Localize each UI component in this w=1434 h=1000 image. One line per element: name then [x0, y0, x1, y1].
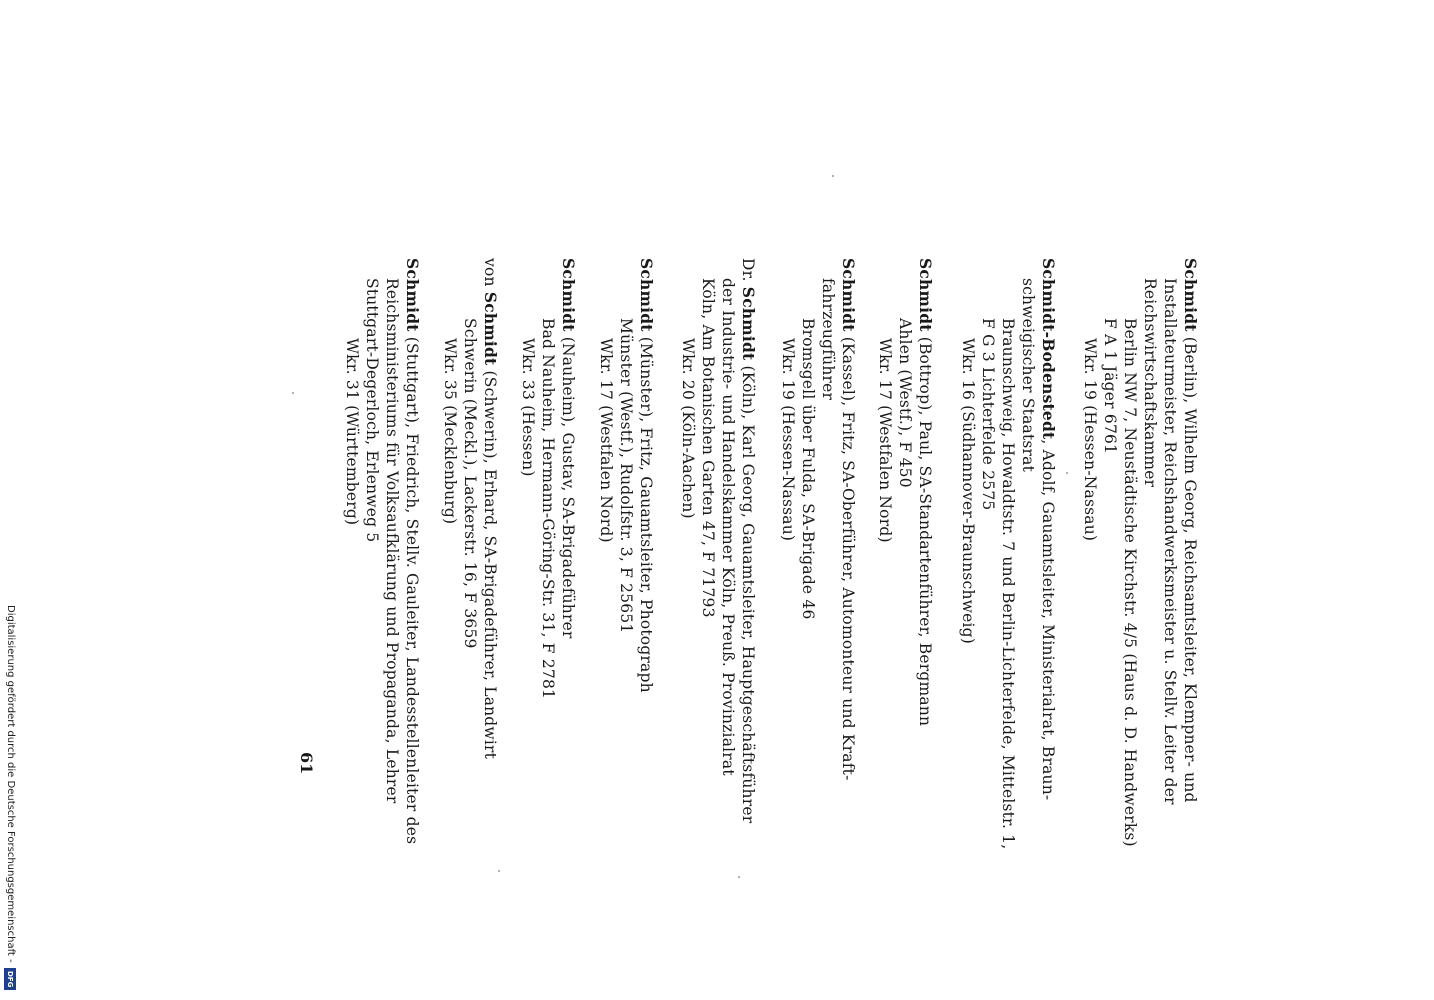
entry-line: schweigischer Staatsrat	[1019, 278, 1037, 473]
entry-line: Wkr. 17 (Westfalen Nord)	[597, 338, 615, 543]
entry-line: F A 1 Jäger 6761	[1101, 318, 1119, 455]
entry-line: F G 3 Lichterfelde 2575	[979, 318, 997, 511]
entry-line: Münster (Westf.), Rudolfstr. 3, F 25651	[617, 318, 635, 634]
entry-line: Berlin NW 7, Neustädtische Kirchstr. 4/5 (Haus d. D. Handwerks)	[1121, 318, 1139, 847]
dfg-logo: DFG	[4, 968, 16, 990]
entry-line: Wkr. 17 (Westfalen Nord)	[876, 338, 894, 543]
entry-line: Schmidt (Kassel), Fritz, SA-Oberführer, Automonteur und Kraft-	[839, 258, 858, 781]
entry-line: Schmidt (Nauheim), Gustav, SA-Brigadeführer	[559, 258, 578, 639]
entry-schmidt-schwerin	[440, 258, 500, 759]
entry-line: Schmidt (Berlin), Wilhelm Georg, Reichsamtsleiter, Klempner- und	[1181, 258, 1200, 803]
entry-line: Bromsgell über Fulda, SA-Brigade 46	[799, 318, 817, 620]
page-number: 61	[297, 752, 316, 775]
entry-line: Braunschweig, Howaldtstr. 7 und Berlin-Lichterfelde, Mittelstr. 1,	[999, 318, 1017, 850]
entry-line: fahrzeugführer	[819, 278, 837, 401]
entry-schmidt-bottrop	[875, 258, 935, 726]
entry-line: Wkr. 20 (Köln-Aachen)	[679, 338, 697, 519]
entry-line: Schmidt (Bottrop), Paul, SA-Standartenführer, Bergmann	[916, 258, 935, 727]
scan-speck	[292, 392, 294, 394]
entry-line: Schmidt (Münster), Fritz, Gauamtsleiter, Photograph	[637, 258, 656, 693]
entry-schmidt-berlin	[1080, 258, 1200, 847]
entry-line: Dr. Schmidt (Köln), Karl Georg, Gauamtsleiter, Hauptgeschäftsführer	[739, 258, 758, 824]
entry-line: der Industrie- und Handelskammer Köln, Preuß. Provinzialrat	[719, 278, 737, 776]
entry-line: Reichsministeriums für Volksaufklärung und Propaganda, Lehrer	[383, 278, 401, 804]
entry-schmidt-bodenstedt	[958, 258, 1058, 849]
entry-line: Wkr. 33 (Hessen)	[519, 338, 537, 477]
scan-speck	[832, 175, 834, 177]
scan-speck	[1066, 472, 1068, 474]
entry-surname: Schmidt	[637, 258, 656, 332]
entry-line: Bad Nauheim, Hermann-Göring-Str. 31, F 2781	[539, 318, 557, 700]
entry-surname: Schmidt	[481, 291, 500, 366]
entry-line: Wkr. 19 (Hessen-Nassau)	[1081, 338, 1099, 542]
entry-line: Schwerin (Meckl.), Lackerstr. 16, F 3659	[461, 318, 479, 649]
entry-surname: Schmidt	[559, 258, 578, 332]
entry-line: Stuttgart-Degerloch, Erlenweg 5	[363, 278, 381, 543]
entry-schmidt-muenster	[596, 258, 656, 693]
scan-speck	[738, 876, 740, 878]
entry-line: Schmidt-Bodenstedt, Adolf, Gauamtsleiter, Ministerialrat, Braun-	[1039, 258, 1058, 801]
entry-schmidt-koeln	[678, 258, 758, 823]
entry-schmidt-stuttgart	[342, 258, 422, 844]
entry-line: Wkr. 35 (Mecklenburg)	[441, 338, 459, 525]
entry-line: Köln, Am Botanischen Garten 47, F 71793	[699, 278, 717, 618]
entry-surname: Schmidt	[403, 258, 422, 332]
entry-surname: Schmidt	[1181, 258, 1200, 332]
entry-surname: Schmidt	[739, 286, 758, 361]
entry-surname: Schmidt-Bodenstedt	[1039, 258, 1058, 440]
entry-line: Schmidt (Stuttgart), Friedrich, Stellv. Gauleiter, Landesstellenleiter des	[403, 258, 422, 845]
entry-line: Wkr. 19 (Hessen-Nassau)	[779, 338, 797, 542]
entry-schmidt-kassel	[778, 258, 858, 781]
entry-surname: Schmidt	[916, 258, 935, 332]
entry-line: Wkr. 16 (Südhannover-Braunschweig)	[959, 338, 977, 644]
scan-speck	[498, 870, 500, 872]
entry-line: Reichswirtschaftskammer	[1141, 278, 1159, 488]
entry-line: Wkr. 31 (Württemberg)	[343, 338, 361, 526]
digitization-footer: Digitalisierung gefördert durch die Deutsche Forschungsgemeinschaft -	[5, 605, 16, 963]
entry-surname: Schmidt	[839, 258, 858, 332]
entry-line: Ahlen (Westf.), F 450	[896, 318, 914, 488]
entry-line: von Schmidt (Schwerin), Erhard, SA-Brigadeführer, Landwirt	[481, 258, 500, 760]
entry-line: Installateurmeister, Reichshandwerksmeister u. Stellv. Leiter der	[1161, 278, 1179, 805]
entry-schmidt-nauheim	[518, 258, 578, 699]
